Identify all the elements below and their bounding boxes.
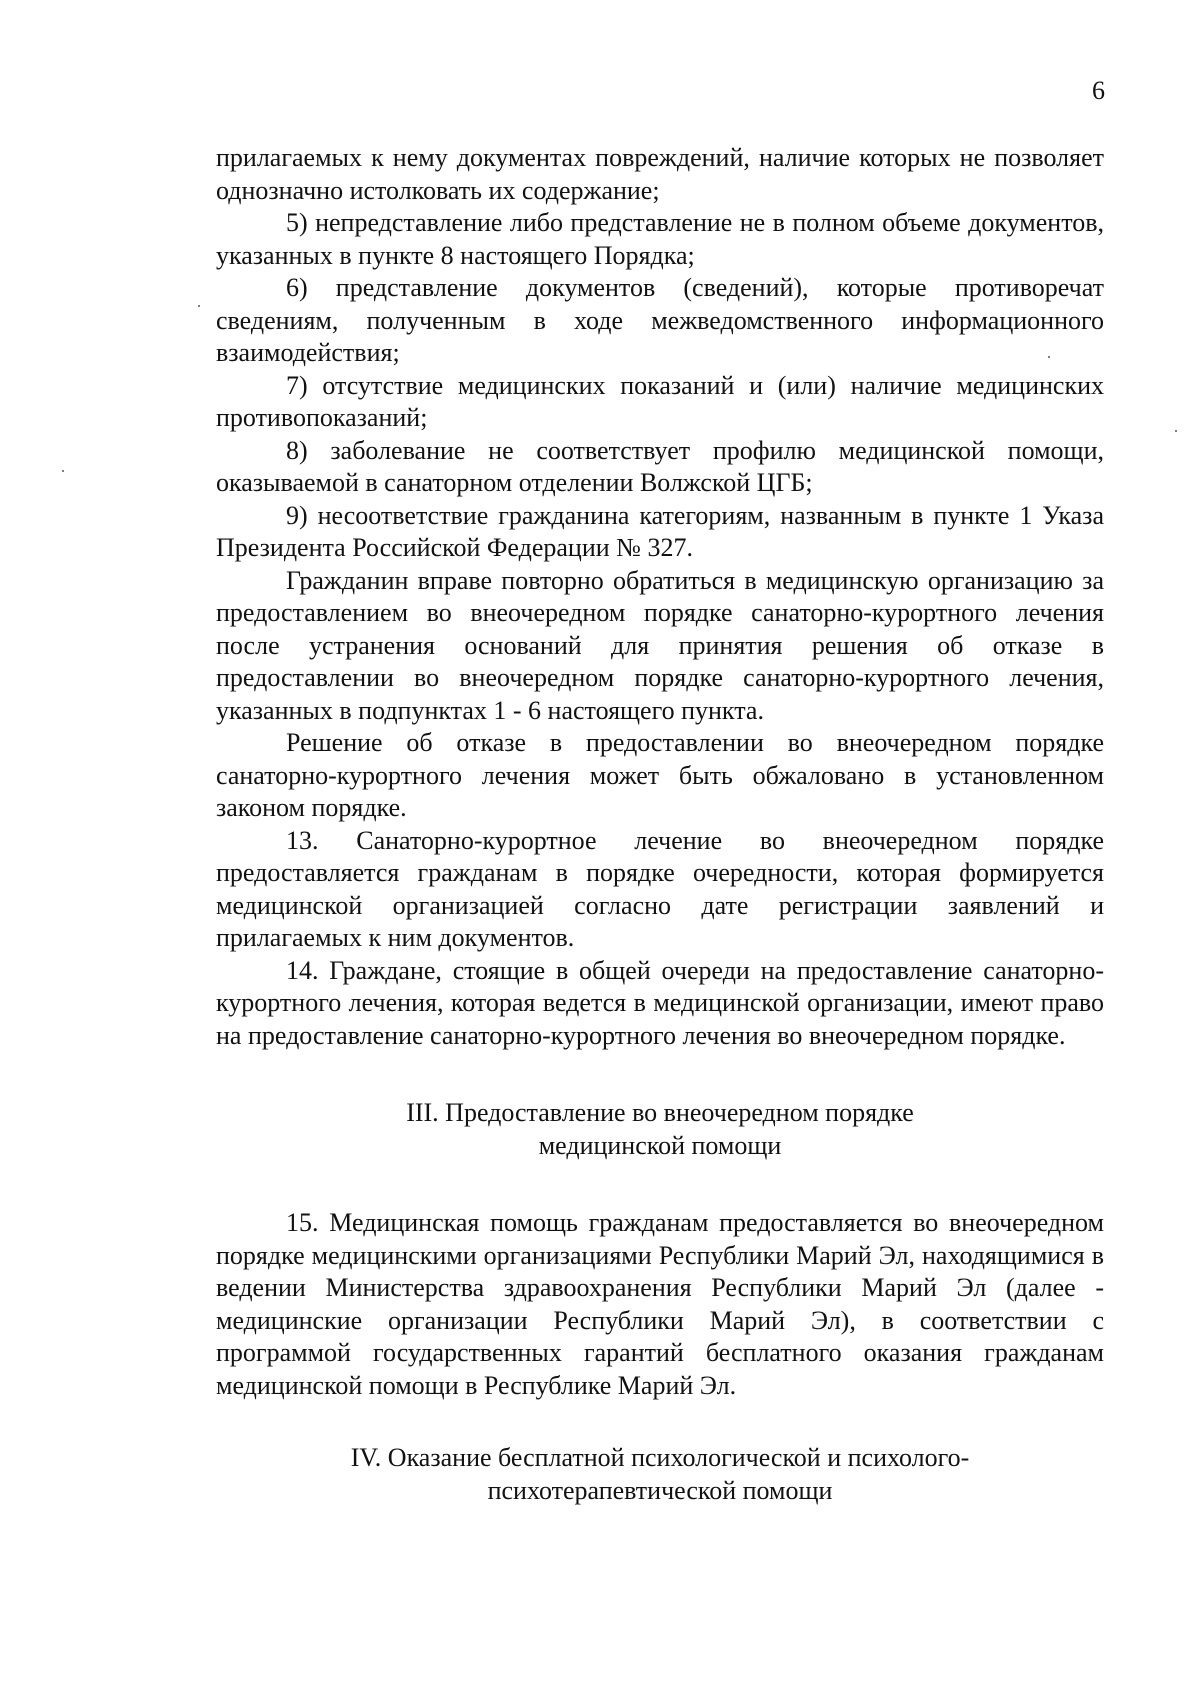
page-number: 6 — [1092, 76, 1105, 105]
scan-speck — [1048, 356, 1050, 358]
paragraph-appeal: Решение об отказе в предоставлении во внеочередном порядке санаторно-курортного лечения может быть обжаловано в установленном законом порядке. — [216, 728, 1104, 822]
list-item-5: 5) непредставление либо представление не в полном объеме документов, указанных в пункте 8 настоящего Порядка; — [216, 208, 1104, 270]
section-3-heading-line-1: III. Предоставление во внеочередном порядке — [406, 1098, 914, 1127]
paragraph-13: 13. Санаторно-курортное лечение во внеочередном порядке предоставляется гражданам в порядке очередности, которая формируется медицинской организацией согласно дате регистрации заявлений и прилагаемых к ним документов. — [216, 825, 1104, 952]
scan-speck — [198, 305, 200, 307]
list-item-8: 8) заболевание не соответствует профилю медицинской помощи, оказываемой в санаторном отделении Волжской ЦГБ; — [216, 435, 1104, 497]
paragraph-continuation: прилагаемых к нему документах повреждений, наличие которых не позволяет однозначно истолковать их содержание; — [216, 143, 1104, 205]
paragraph-reapply: Гражданин вправе повторно обратиться в медицинскую организацию за предоставлением во внеочередном порядке санаторно-курортного лечения после устранения оснований для принятия решения об отказе в предоставлении во внеочередном порядке санаторно-курортного лечения, указанных в подпунктах 1 - 6 настоящего пункта. — [216, 565, 1104, 725]
section-4-heading-line-2: психотерапевтической помощи — [487, 1475, 833, 1505]
list-item-6: 6) представление документов (сведений), которые противоречат сведениям, полученным в ходе межведомственного информационного взаимодействия; — [216, 273, 1104, 367]
section-3-heading-line-2: медицинской помощи — [538, 1130, 782, 1160]
section-4-heading-line-1: IV. Оказание бесплатной психологической и психолого- — [350, 1443, 970, 1472]
section-4-heading — [216, 1442, 1104, 1507]
paragraph-14: 14. Граждане, стоящие в общей очереди на предоставление санаторно-курортного лечения, которая ведется в медицинской организации, имеют право на предоставление санаторно-курортного лечения во внеочередном порядке. — [216, 955, 1104, 1050]
scan-speck — [62, 470, 64, 472]
scan-speck — [1175, 430, 1177, 432]
paragraph-15: 15. Медицинская помощь гражданам предоставляется во внеочередном порядке медицинскими организациями Республики Марий Эл, находящимися в ведении Министерства здравоохранения Республики Марий Эл (далее - медицинские организации Республики Марий Эл), в соответствии с программой государственных гарантий бесплатного оказания гражданам медицинской помощи в Республике Марий Эл. — [216, 1208, 1104, 1400]
list-item-7: 7) отсутствие медицинских показаний и (или) наличие медицинских противопоказаний; — [216, 370, 1104, 432]
section-3-heading — [216, 1097, 1104, 1162]
document-body — [216, 142, 1104, 1507]
list-item-9: 9) несоответствие гражданина категориям, названным в пункте 1 Указа Президента Российской Федерации № 327. — [216, 500, 1104, 562]
